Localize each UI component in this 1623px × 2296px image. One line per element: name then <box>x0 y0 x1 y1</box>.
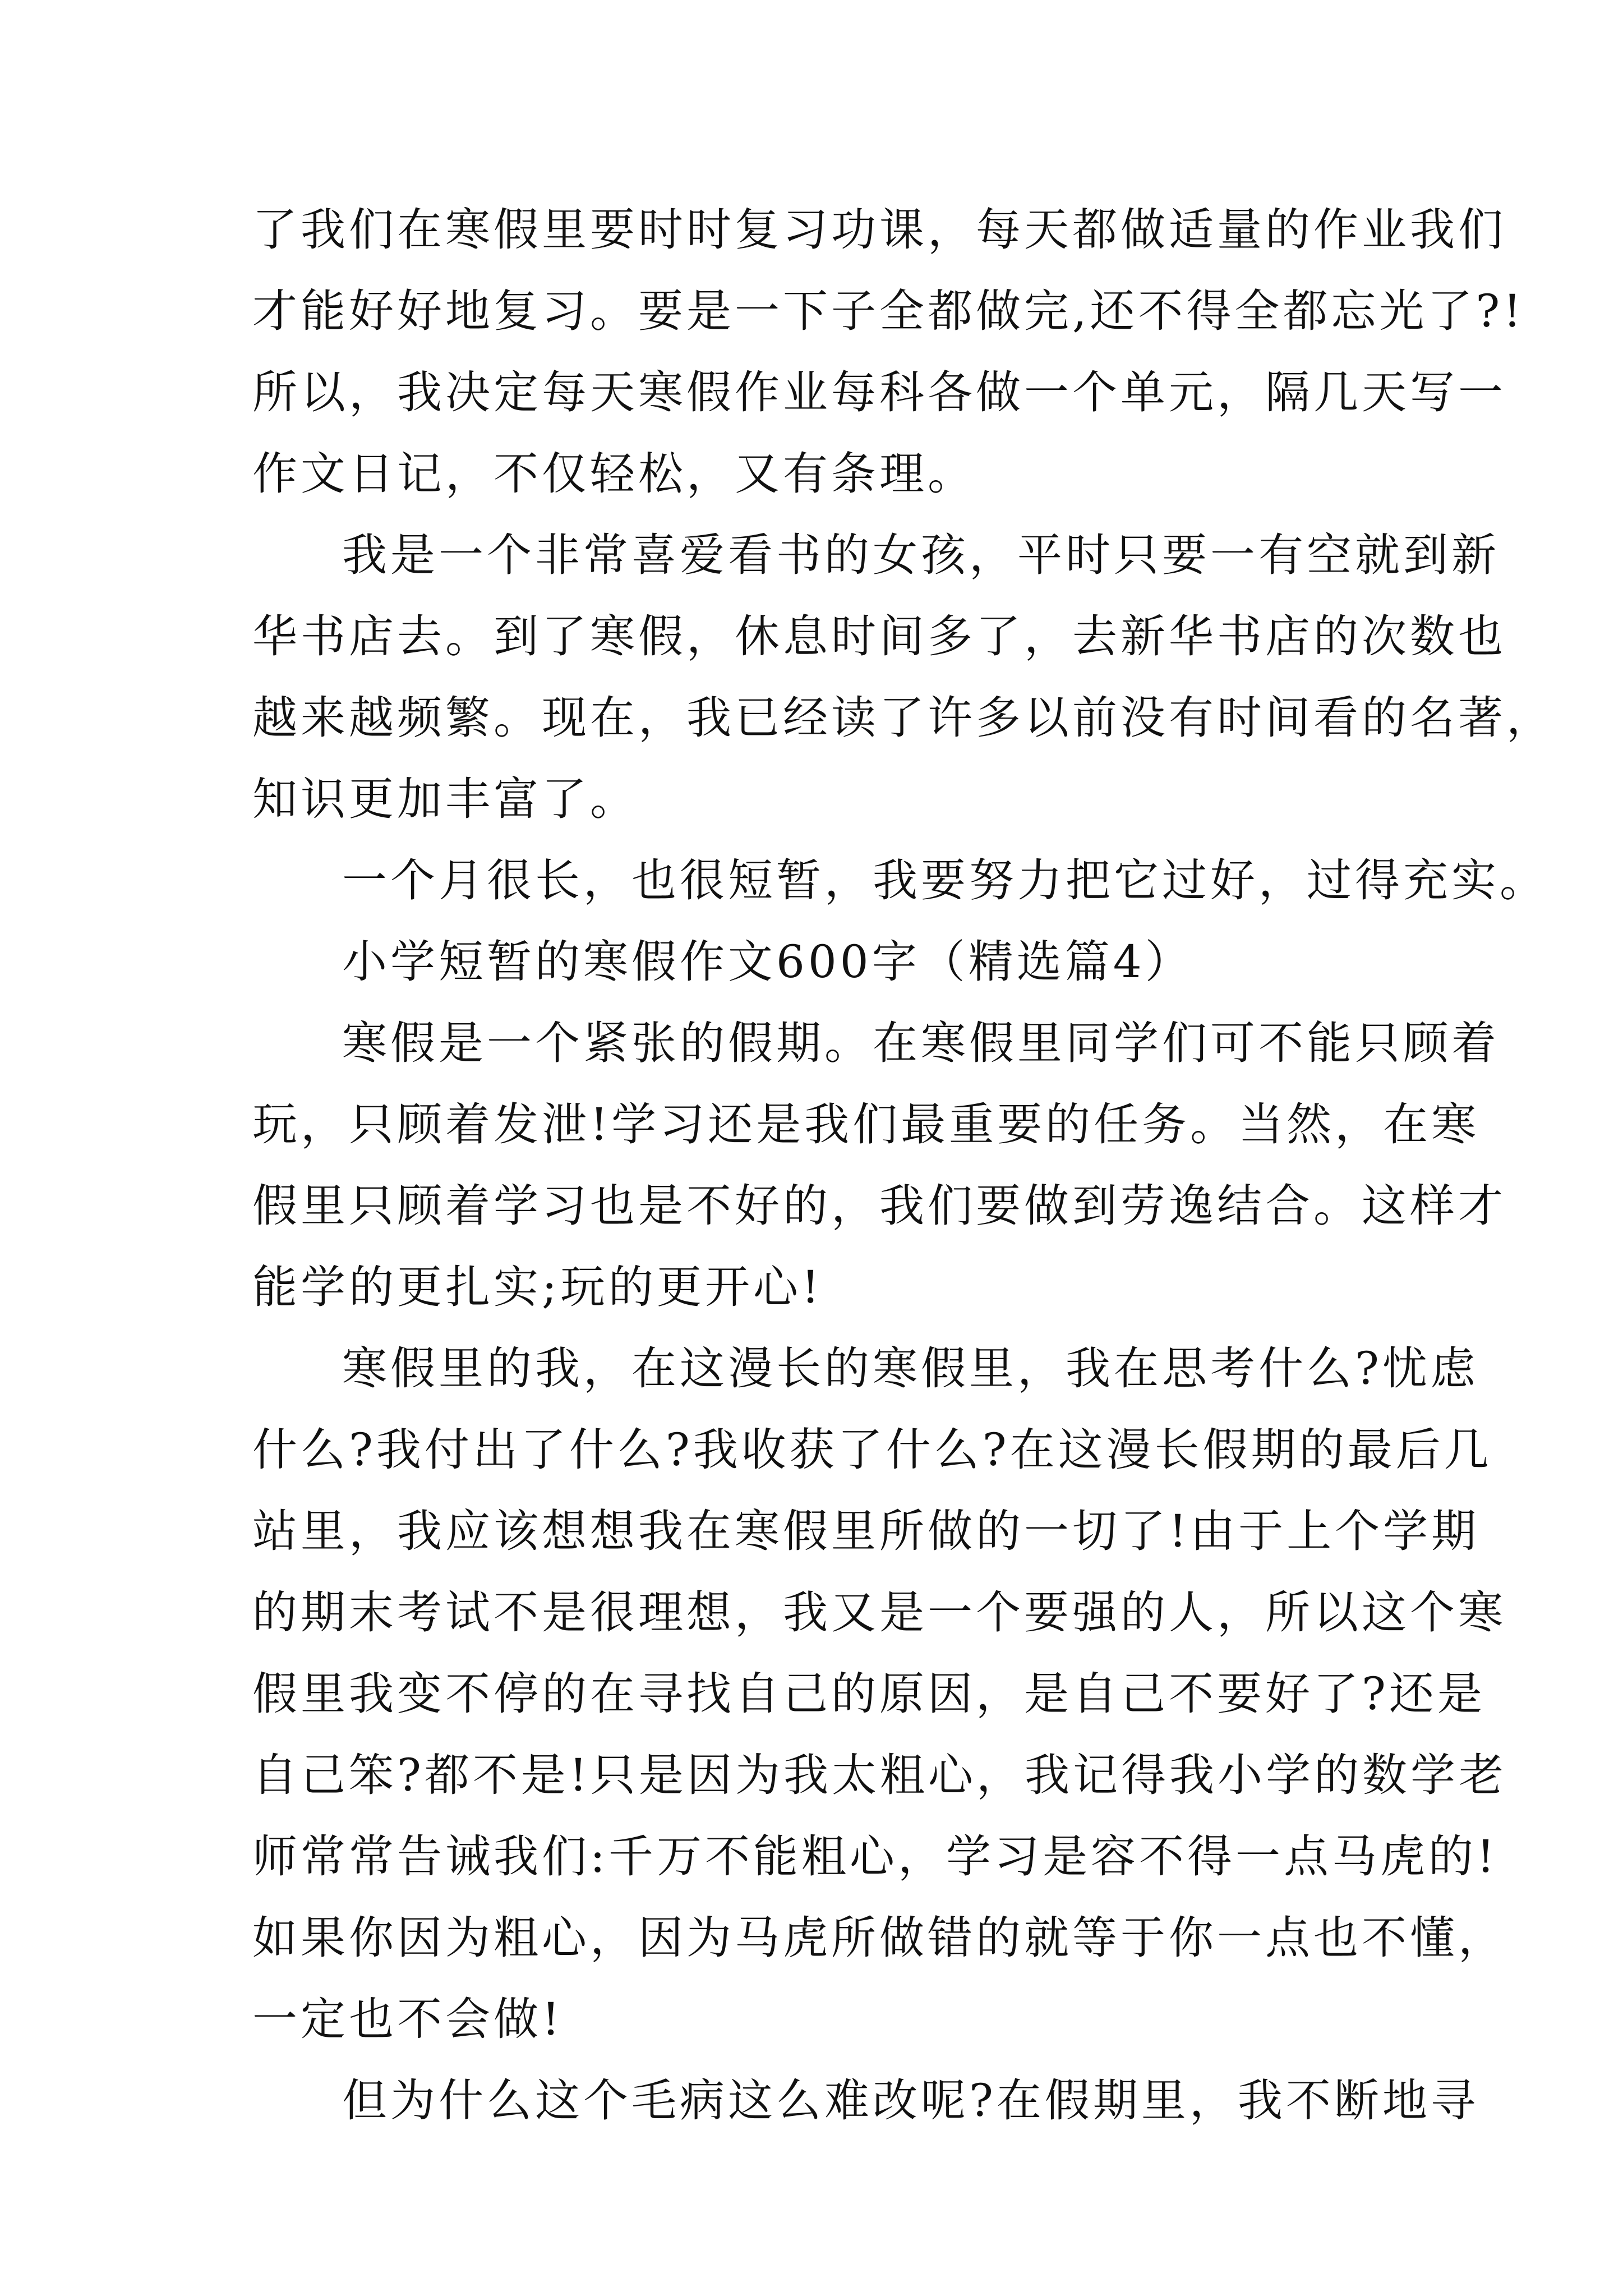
paragraph-first-line: 寒假是一个紧张的假期。在寒假里同学们可不能只顾着 <box>342 1017 1500 1069</box>
text-line: 的期末考试不是很理想，我又是一个要强的人，所以这个寒 <box>252 1586 1506 1639</box>
text-line: 假里只顾着学习也是不好的，我们要做到劳逸结合。这样才 <box>252 1180 1506 1232</box>
text-line: 自己笨?都不是!只是因为我太粗心，我记得我小学的数学老 <box>252 1749 1507 1801</box>
text-line: 越来越频繁。现在，我已经读了许多以前没有时间看的名著， <box>252 692 1555 744</box>
text-line: 如果你因为粗心，因为马虎所做错的就等于你一点也不懂， <box>252 1912 1506 1964</box>
text-line: 了我们在寒假里要时时复习功课，每天都做适量的作业我们 <box>252 204 1506 256</box>
text-line: 作文日记，不仅轻松，又有条理。 <box>252 448 976 500</box>
text-line: 假里我变不停的在寻找自己的原因，是自己不要好了?还是 <box>252 1668 1486 1720</box>
text-line: 所以，我决定每天寒假作业每科各做一个单元，隔几天写一 <box>252 366 1506 418</box>
text-line: 能学的更扎实;玩的更开心! <box>252 1261 823 1313</box>
text-line: 知识更加丰富了。 <box>252 773 638 825</box>
text-line: 什么?我付出了什么?我收获了什么?在这漫长假期的最后几 <box>252 1424 1492 1476</box>
paragraph-first-line: 我是一个非常喜爱看书的女孩，平时只要一有空就到新 <box>342 529 1500 581</box>
text-line: 师常常告诫我们:千万不能粗心，学习是容不得一点马虎的! <box>252 1830 1498 1883</box>
section-heading: 小学短暂的寒假作文600字（精选篇4） <box>342 936 1193 988</box>
paragraph-first-line: 寒假里的我，在这漫长的寒假里，我在思考什么?忧虑 <box>342 1342 1479 1395</box>
text-line: 一定也不会做! <box>252 1993 564 2045</box>
text-line: 玩，只顾着发泄!学习还是我们最重要的任务。当然，在寒 <box>252 1098 1480 1151</box>
text-line: 才能好好地复习。要是一下子全都做完,还不得全都忘光了?! <box>252 285 1525 337</box>
text-line: 华书店去。到了寒假，休息时间多了，去新华书店的次数也 <box>252 610 1506 662</box>
paragraph-first-line: 一个月很长，也很短暂，我要努力把它过好，过得充实。 <box>342 854 1548 907</box>
paragraph-first-line: 但为什么这个毛病这么难改呢?在假期里，我不断地寻 <box>342 2074 1479 2127</box>
text-line: 站里，我应该想想我在寒假里所做的一切了!由于上个学期 <box>252 1505 1480 1557</box>
